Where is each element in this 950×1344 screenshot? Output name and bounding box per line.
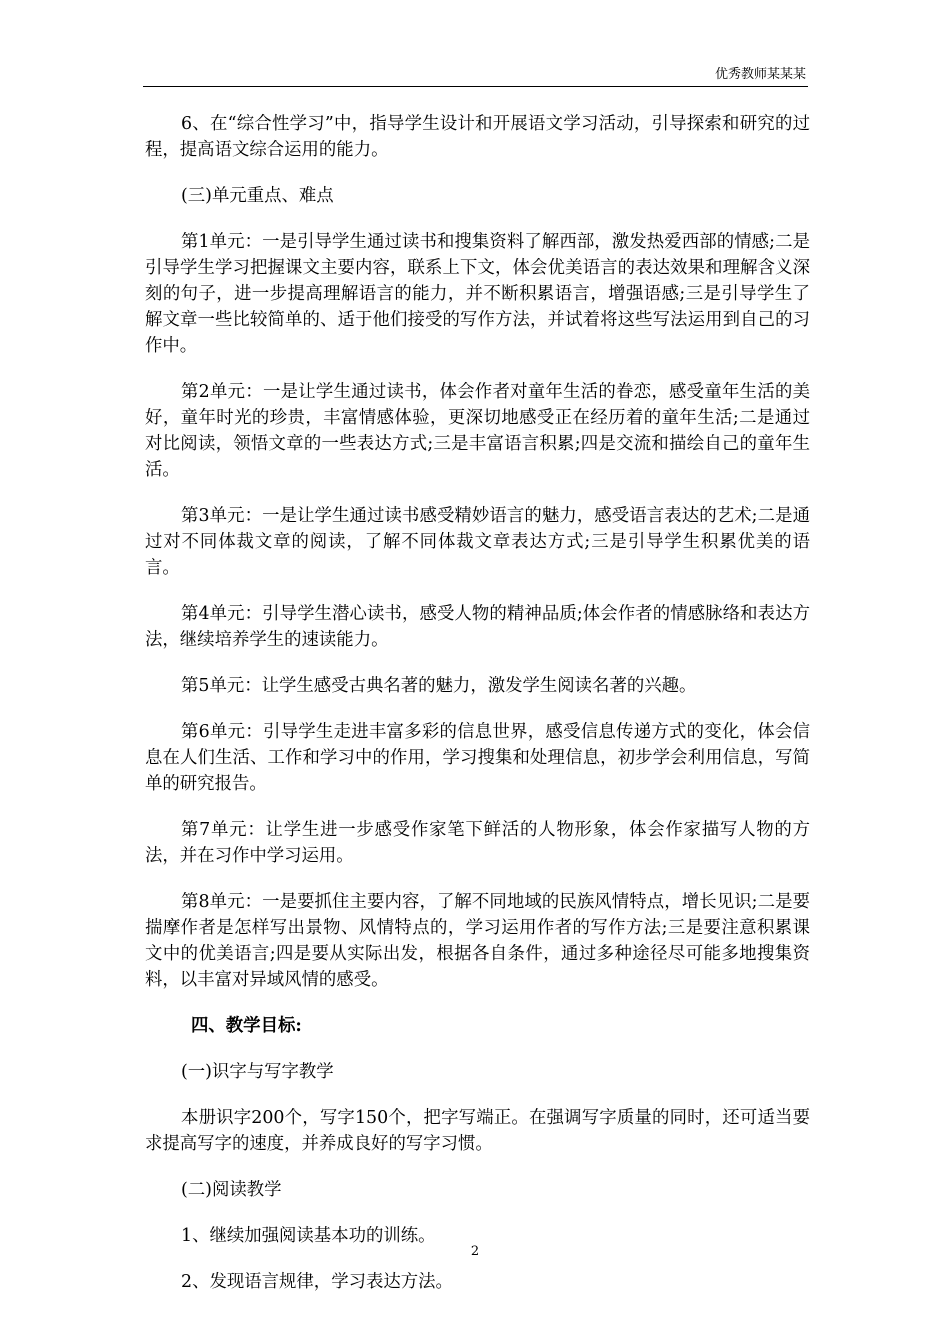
paragraph-unit-4: 第4单元：引导学生潜心读书，感受人物的精神品质;体会作者的情感脉络和表达方法，继续培养学生的速读能力。: [145, 604, 810, 650]
subheading-reading: (二)阅读教学: [181, 1180, 282, 1200]
header-text: 优秀教师某某某: [714, 67, 806, 82]
page-header: [143, 66, 808, 87]
paragraph-unit-8: 第8单元：一是要抓住主要内容，了解不同地域的民族风情特点，增长见识;二是要揣摩作者是怎样写出景物、风情特点的，学习运用作者的写作方法;三是要注意积累课文中的优美语言;四是要从实际出发，根据各自条件，通过多种途径尽可能多地搜集资料，以丰富对异域风情的感受。: [145, 892, 810, 990]
paragraph-unit-5: 第5单元：让学生感受古典名著的魅力，激发学生阅读名著的兴趣。: [181, 676, 697, 696]
paragraph-unit-1: 第1单元：一是引导学生通过读书和搜集资料了解西部，激发热爱西部的情感;二是引导学生学习把握课文主要内容，联系上下文，体会优美语言的表达效果和理解含义深刻的句子，进一步提高理解语言的能力，并不断积累语言，增强语感;三是引导学生了解文章一些比较简单的、适于他们接受的写作方法，并试着将这些写法运用到自己的习作中。: [145, 232, 810, 356]
section-heading: 四、教学目标:: [191, 1016, 302, 1036]
paragraph-unit-2: 第2单元：一是让学生通过读书，体会作者对童年生活的眷恋，感受童年生活的美好，童年时光的珍贵，丰富情感体验，更深切地感受正在经历着的童年生活;二是通过对比阅读，领悟文章的一些表达方式;三是丰富语言积累;四是交流和描绘自己的童年生活。: [145, 382, 810, 480]
page-number: 2: [470, 1244, 480, 1259]
document-body: [145, 111, 810, 1295]
list-item-reading-1: 1、继续加强阅读基本功的训练。: [181, 1226, 436, 1246]
paragraph-unit-3: 第3单元：一是让学生通过读书感受精妙语言的魅力，感受语言表达的艺术;二是通过对不同体裁文章的阅读，了解不同体裁文章表达方式;三是引导学生积累优美的语言。: [145, 506, 810, 578]
list-item-reading-2: 2、发现语言规律，学习表达方法。: [181, 1272, 453, 1292]
paragraph-unit-6: 第6单元：引导学生走进丰富多彩的信息世界，感受信息传递方式的变化，体会信息在人们生活、工作和学习中的作用，学习搜集和处理信息，初步学会利用信息，写简单的研究报告。: [145, 722, 810, 794]
paragraph-item-6: 6、在“综合性学习”中，指导学生设计和开展语文学习活动，引导探索和研究的过程，提高语文综合运用的能力。: [145, 114, 810, 160]
paragraph-unit-7: 第7单元：让学生进一步感受作家笔下鲜活的人物形象，体会作家描写人物的方法，并在习作中学习运用。: [145, 820, 810, 866]
subheading-literacy: (一)识字与写字教学: [181, 1062, 334, 1082]
paragraph-literacy: 本册识字200个，写字150个，把字写端正。在强调写字质量的同时，还可适当要求提高写字的速度，并养成良好的写字习惯。: [145, 1108, 810, 1154]
subheading-unit-focus: (三)单元重点、难点: [181, 186, 334, 206]
